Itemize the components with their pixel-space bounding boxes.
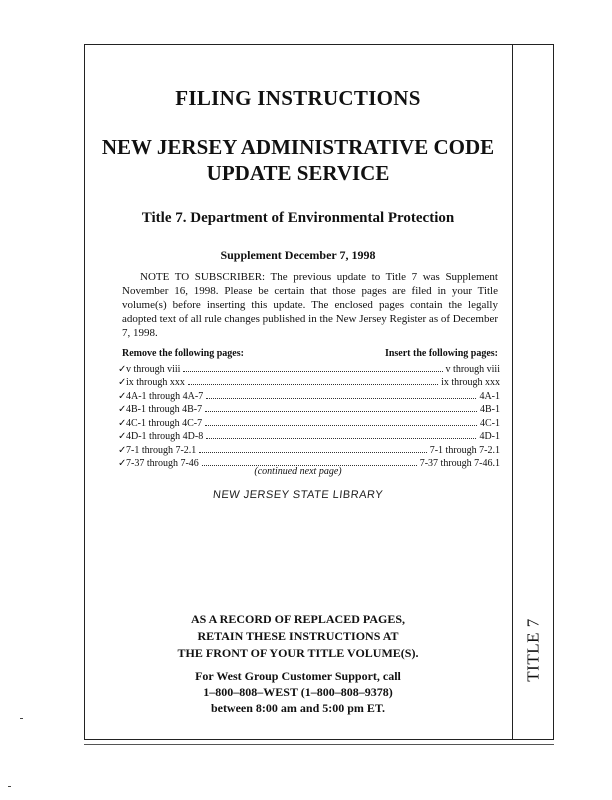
page-row <box>118 442 500 456</box>
remove-pages: 4A-1 through 4A-7 <box>126 390 204 402</box>
leader-dots <box>188 384 438 385</box>
support-hours: between 8:00 am and 5:00 pm ET. <box>210 701 386 715</box>
page-row <box>118 388 500 402</box>
insert-pages: ix through xxx <box>441 377 500 388</box>
leader-dots <box>205 411 477 412</box>
leader-dots <box>183 371 442 372</box>
support-phone: 1–800–808–WEST (1–800–808–9378) <box>203 685 393 699</box>
insert-pages: 7-37 through 7-46.1 <box>419 458 500 469</box>
checkmark-icon: ✓ <box>118 444 127 456</box>
column-headers <box>122 348 498 359</box>
code-title-line2: UPDATE SERVICE <box>206 161 390 185</box>
title-section: Title 7. Department of Environmental Protection <box>141 210 455 226</box>
remove-pages: 4C-1 through 4C-7 <box>126 417 203 429</box>
page-row <box>118 361 500 375</box>
page-title: FILING INSTRUCTIONS <box>175 86 421 110</box>
supplement-date: Supplement December 7, 1998 <box>220 248 376 262</box>
checkmark-icon: ✓ <box>118 404 127 415</box>
page-row <box>118 402 500 416</box>
page-row <box>118 415 500 429</box>
library-stamp: NEW JERSEY STATE LIBRARY <box>212 489 384 501</box>
continued-note: (continued next page) <box>254 466 342 477</box>
insert-pages: 4C-1 <box>480 417 500 429</box>
leader-dots <box>199 452 426 453</box>
page-row <box>118 375 500 389</box>
leader-dots <box>206 438 476 439</box>
title-tab-label: TITLE 7 <box>524 618 544 682</box>
remove-pages: 4B-1 through 4B-7 <box>126 404 203 415</box>
checkmark-icon: ✓ <box>118 458 127 469</box>
record-notice <box>92 611 504 662</box>
remove-pages: 4D-1 through 4D-8 <box>126 431 204 442</box>
remove-pages: 7-37 through 7-46 <box>126 458 199 469</box>
insert-pages: 4B-1 <box>480 404 500 415</box>
insert-pages: v through viii <box>445 363 500 375</box>
scan-speck <box>8 786 11 787</box>
title-tab <box>518 605 550 695</box>
checkmark-icon: ✓ <box>118 363 127 375</box>
support-line1: For West Group Customer Support, call <box>195 669 401 683</box>
record-line1: AS A RECORD OF REPLACED PAGES, <box>190 612 406 626</box>
code-title <box>92 134 504 186</box>
remove-pages: 7-1 through 7-2.1 <box>126 444 197 456</box>
insert-pages: 4A-1 <box>479 390 500 402</box>
page-row <box>118 429 500 443</box>
page-list <box>118 361 500 469</box>
leader-dots <box>205 425 477 426</box>
subscriber-note: NOTE TO SUBSCRIBER: The previous update to Title 7 was Supplement November 16, 1998. Please be certain that those pages are filed in your Title volume(s) before inserting this update. The enclosed pages contain the legally adopted text of all rule changes published in the New Jersey Register as of December 7, 1998. <box>122 271 498 339</box>
checkmark-icon: ✓ <box>118 431 127 442</box>
remove-pages: v through viii <box>126 363 181 375</box>
record-line3: THE FRONT OF YOUR TITLE VOLUME(S). <box>177 646 419 660</box>
checkmark-icon: ✓ <box>118 417 127 429</box>
support-info <box>92 668 504 716</box>
checkmark-icon: ✓ <box>118 377 127 388</box>
insert-header: Insert the following pages: <box>384 348 498 359</box>
checkmark-icon: ✓ <box>118 390 127 402</box>
record-line2: RETAIN THESE INSTRUCTIONS AT <box>197 629 399 643</box>
leader-dots <box>206 398 476 399</box>
remove-header: Remove the following pages: <box>122 348 244 359</box>
insert-pages: 4D-1 <box>479 431 500 442</box>
code-title-line1: NEW JERSEY ADMINISTRATIVE CODE <box>101 135 495 159</box>
scan-speck <box>20 718 23 719</box>
bottom-rule <box>84 744 554 745</box>
remove-pages: ix through xxx <box>126 377 185 388</box>
insert-pages: 7-1 through 7-2.1 <box>429 444 500 456</box>
